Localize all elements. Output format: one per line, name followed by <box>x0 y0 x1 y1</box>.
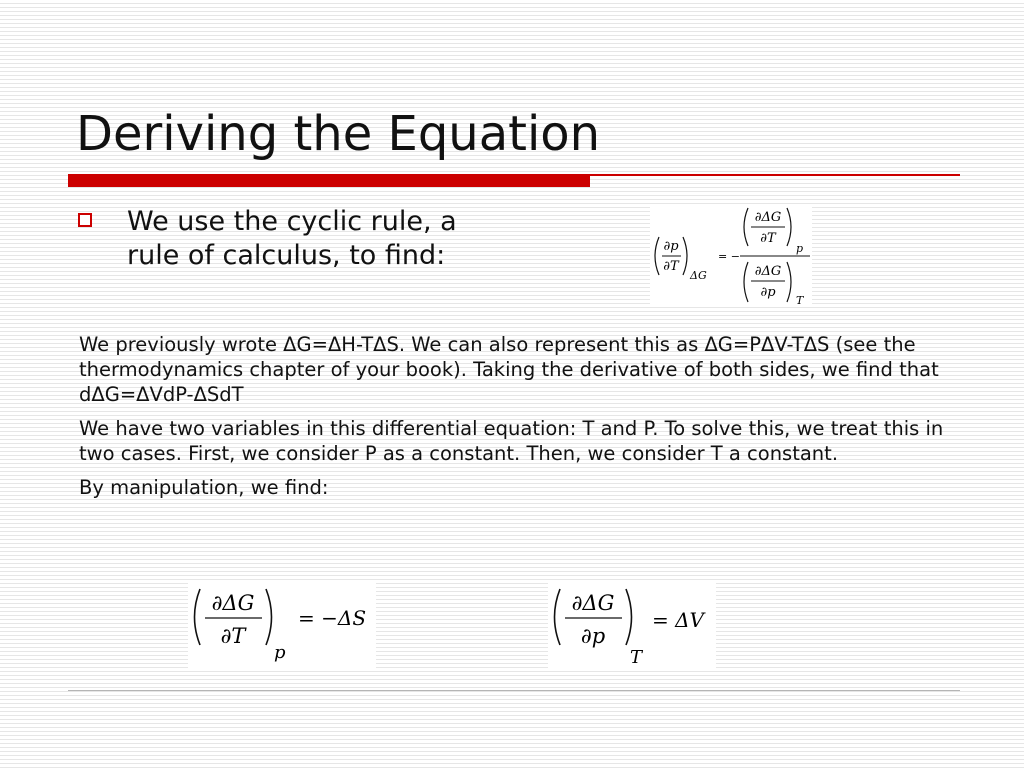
equals-minus: = − <box>718 250 740 263</box>
lhs-numerator: ∂p <box>663 239 679 254</box>
volume-left-paren <box>555 589 561 645</box>
entropy-numerator: ∂ΔG <box>211 591 255 615</box>
title-underline-thin <box>590 174 960 176</box>
volume-numerator: ∂ΔG <box>571 591 615 615</box>
lhs-right-paren <box>683 237 687 275</box>
top-numerator: ∂ΔG <box>754 210 782 225</box>
bullet-line-2: rule of calculus, to find: <box>127 240 446 271</box>
title-underline-thick <box>68 174 590 187</box>
lhs-left-paren <box>655 237 659 275</box>
bottom-subscript: T <box>796 294 804 306</box>
volume-rhs: = ΔV <box>652 608 705 632</box>
bottom-numerator: ∂ΔG <box>754 264 782 279</box>
bullet-text <box>127 205 527 273</box>
volume-right-paren <box>626 589 632 645</box>
entropy-right-paren <box>266 589 272 645</box>
title-underline <box>68 174 960 190</box>
entropy-rhs: = −ΔS <box>298 606 367 630</box>
entropy-equation <box>188 583 376 669</box>
bullet-line-1: We use the cyclic rule, a <box>127 206 457 237</box>
bottom-right-paren <box>787 262 791 302</box>
body-text <box>79 332 949 509</box>
top-left-paren <box>744 208 748 246</box>
entropy-left-paren <box>195 589 201 645</box>
paragraph-manipulation: By manipulation, we find: <box>79 476 329 499</box>
slide-title: Deriving the Equation <box>76 106 601 162</box>
hollow-square-icon <box>78 213 92 227</box>
top-right-paren <box>787 208 791 246</box>
volume-subscript: T <box>630 647 643 668</box>
volume-equation <box>548 583 716 669</box>
top-denominator: ∂T <box>760 231 776 246</box>
footer-rule <box>68 690 960 691</box>
lhs-subscript: ΔG <box>690 269 707 282</box>
lhs-denominator: ∂T <box>663 259 679 274</box>
paragraph-two-variables: We have two variables in this differential equation: T and P. To solve this, we treat this in two cases. First, we consider P as a constant. Then, we consider T a constant. <box>79 417 944 465</box>
bottom-left-paren <box>744 262 748 302</box>
paragraph-derivation: We previously wrote ΔG=ΔH-TΔS. We can also represent this as ΔG=PΔV-TΔS (see the thermodynamics chapter of your book). Taking the derivative of both sides, we find that dΔG=ΔVdP-ΔSdT <box>79 333 939 406</box>
entropy-denominator: ∂T <box>220 624 246 648</box>
top-subscript: p <box>796 242 804 255</box>
volume-denominator: ∂p <box>580 624 606 648</box>
bottom-denominator: ∂p <box>760 285 776 300</box>
entropy-subscript: p <box>274 642 286 663</box>
cyclic-rule-equation <box>650 206 812 306</box>
